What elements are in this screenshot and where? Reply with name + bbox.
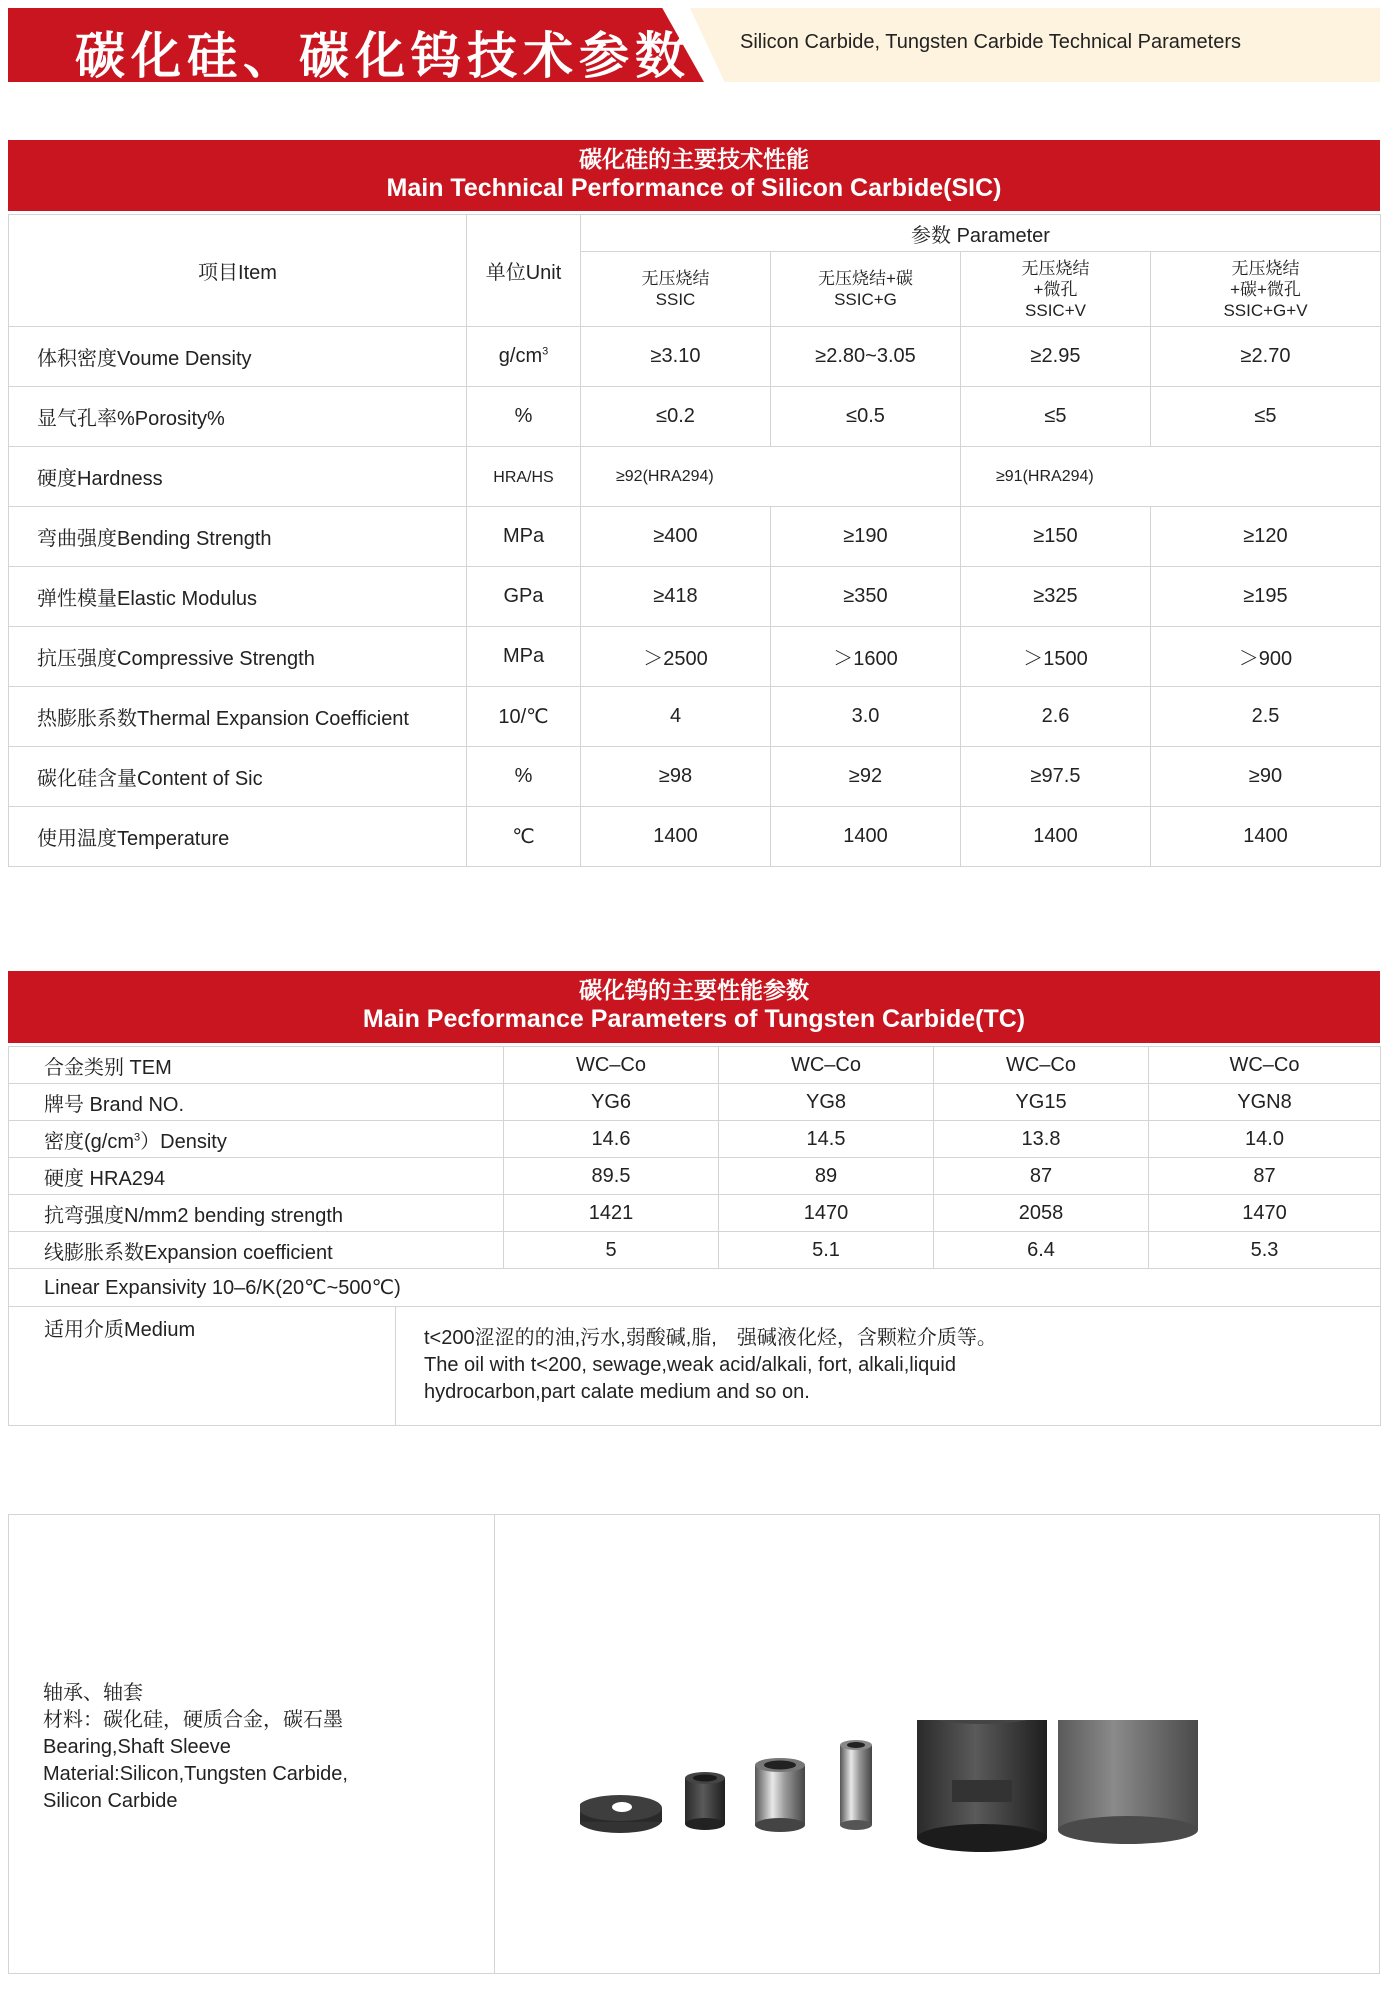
sic-heading-en: Main Technical Performance of Silicon Carbide(SIC) (386, 174, 1002, 202)
col-unit-header: 单位Unit (467, 215, 581, 327)
col-param-header: 参数 Parameter (581, 215, 1381, 252)
col-item-header: 项目Item (9, 215, 467, 327)
row-label: 弯曲强度Bending Strength (9, 507, 467, 567)
row-label: 线膨胀系数Expansion coefficient (9, 1232, 504, 1269)
row-label: 硬度Hardness (9, 447, 467, 507)
value-cell: ≥90 (1151, 747, 1381, 807)
value-cell: ≥92(HRA294) (581, 447, 961, 507)
medium-line-2: The oil with t<200, sewage,weak acid/alkali, fort, alkali,liquid (424, 1354, 956, 1376)
value-cell: 14.6 (504, 1121, 719, 1158)
sub-col-line: SSIC+G (834, 290, 897, 309)
value-cell: 6.4 (934, 1232, 1149, 1269)
sub-col-line: +碳+微孔 (1230, 279, 1301, 299)
value-cell: 87 (1149, 1158, 1381, 1195)
table-row (9, 215, 1381, 252)
value-cell: 2058 (934, 1195, 1149, 1232)
medium-description (396, 1307, 1381, 1426)
row-label: 体积密度Voume Density (9, 327, 467, 387)
row-unit (467, 387, 581, 447)
small-sleeve-part (685, 1772, 725, 1830)
value-cell: ≥98 (581, 747, 771, 807)
medium-line-3: hydrocarbon,part calate medium and so on. (424, 1381, 810, 1403)
value-cell: 13.8 (934, 1121, 1149, 1158)
value-cell: ≤5 (961, 387, 1151, 447)
value-cell: YGN8 (1149, 1084, 1381, 1121)
slim-sleeve-part (840, 1740, 872, 1830)
unit-text: MPa (502, 645, 545, 667)
product-line-2: 材料：碳化硅，硬质合金，碳石墨 (43, 1709, 343, 1731)
row-unit (467, 447, 581, 507)
row-unit (467, 687, 581, 747)
sub-col-line: 无压烧结 (1231, 258, 1300, 278)
value-cell: YG6 (504, 1084, 719, 1121)
value-cell: 1400 (961, 807, 1151, 867)
linear-expansivity-label: Linear Expansivity 10–6/K(20℃~500℃) (9, 1269, 1381, 1307)
row-label: 抗压强度Compressive Strength (9, 627, 467, 687)
value-cell: 89.5 (504, 1158, 719, 1195)
table-row (9, 1047, 1381, 1084)
value-cell: ≥150 (961, 507, 1151, 567)
table-row (9, 1269, 1381, 1307)
value-cell: ≥92 (771, 747, 961, 807)
value-cell: ≥2.70 (1151, 327, 1381, 387)
value-cell: WC–Co (719, 1047, 934, 1084)
unit-text: MPa (502, 525, 545, 547)
value-cell: ≥2.80~3.05 (771, 327, 961, 387)
metal-bushing-part (755, 1758, 805, 1832)
value-cell: ≤0.2 (581, 387, 771, 447)
label-part: 3 (134, 1130, 141, 1143)
value-cell: 1400 (1151, 807, 1381, 867)
sub-col-line: 无压烧结 (641, 269, 710, 288)
sic-table (8, 214, 1381, 867)
value-cell: ≥400 (581, 507, 771, 567)
value-cell: ＞900 (1151, 627, 1381, 687)
sub-col-line: SSIC (655, 290, 696, 309)
unit-text: GPa (503, 585, 544, 607)
unit-text: g/cm (498, 345, 543, 367)
value-cell: 5.1 (719, 1232, 934, 1269)
row-label (9, 1121, 504, 1158)
sub-col-header (1151, 252, 1381, 327)
value-cell: WC–Co (504, 1047, 719, 1084)
sub-col-line: SSIC+G+V (1223, 300, 1308, 320)
row-label: 碳化硅含量Content of Sic (9, 747, 467, 807)
sic-heading-zh: 碳化硅的主要技术性能 (579, 147, 809, 173)
value-cell: ≥325 (961, 567, 1151, 627)
row-label: 合金类别 TEM (9, 1047, 504, 1084)
sub-col-line: +微孔 (1033, 279, 1078, 299)
table-row (9, 627, 1381, 687)
medium-line-1: t<200涩涩的的油,污水,弱酸碱,脂, 强碱液化烃，含颗粒介质等。 (424, 1327, 997, 1349)
table-row (9, 747, 1381, 807)
table-row (9, 387, 1381, 447)
value-cell: ≥350 (771, 567, 961, 627)
value-cell: 2.5 (1151, 687, 1381, 747)
page-subtitle: Silicon Carbide, Tungsten Carbide Technical Parameters (740, 31, 1242, 53)
sub-col-line: 无压烧结+碳 (818, 269, 913, 288)
value-cell: 1421 (504, 1195, 719, 1232)
medium-label: 适用介质Medium (9, 1307, 396, 1426)
value-cell: ＞1500 (961, 627, 1151, 687)
value-cell: ＞2500 (581, 627, 771, 687)
row-unit (467, 507, 581, 567)
product-box-divider (494, 1514, 495, 1974)
table-row (9, 1158, 1381, 1195)
washer-part (580, 1795, 662, 1833)
row-label: 硬度 HRA294 (9, 1158, 504, 1195)
large-grey-cylinder-part (1058, 1720, 1198, 1844)
label-part: 密度(g/cm (44, 1130, 134, 1153)
label-part: ）Density (140, 1130, 227, 1153)
value-cell: 3.0 (771, 687, 961, 747)
value-cell: 1400 (581, 807, 771, 867)
large-dark-cylinder-part (917, 1720, 1047, 1852)
value-cell: ≥120 (1151, 507, 1381, 567)
value-cell: ≥91(HRA294) (961, 447, 1381, 507)
row-label: 使用温度Temperature (9, 807, 467, 867)
value-cell: 1470 (1149, 1195, 1381, 1232)
value-cell: YG8 (719, 1084, 934, 1121)
value-cell: WC–Co (1149, 1047, 1381, 1084)
unit-text: % (514, 765, 533, 787)
value-cell: ＞1600 (771, 627, 961, 687)
value-cell: 14.5 (719, 1121, 934, 1158)
row-unit (467, 747, 581, 807)
table-row (9, 1232, 1381, 1269)
value-cell: ≤0.5 (771, 387, 961, 447)
value-cell: 1400 (771, 807, 961, 867)
table-row (9, 327, 1381, 387)
sub-col-header (961, 252, 1151, 327)
page-title: 碳化硅、碳化钨技术参数 (75, 27, 691, 85)
table-row (9, 1195, 1381, 1232)
value-cell: ≥2.95 (961, 327, 1151, 387)
sic-section-heading (8, 140, 1380, 211)
sub-col-header (581, 252, 771, 327)
row-label: 抗弯强度N/mm2 bending strength (9, 1195, 504, 1232)
unit-text: ℃ (512, 826, 535, 848)
value-cell: ≥3.10 (581, 327, 771, 387)
product-line-3: Bearing,Shaft Sleeve (43, 1736, 231, 1758)
tc-table (8, 1046, 1381, 1426)
product-line-5: Silicon Carbide (43, 1790, 178, 1812)
value-cell: 2.6 (961, 687, 1151, 747)
row-label: 牌号 Brand NO. (9, 1084, 504, 1121)
row-label: 显气孔率%Porosity% (9, 387, 467, 447)
sub-col-line: SSIC+V (1025, 300, 1086, 320)
value-cell: 1470 (719, 1195, 934, 1232)
table-row (9, 507, 1381, 567)
unit-superscript: 3 (542, 345, 549, 358)
value-cell: 89 (719, 1158, 934, 1195)
row-unit (467, 807, 581, 867)
row-unit (467, 327, 581, 387)
table-row (9, 447, 1381, 507)
value-cell: ≥97.5 (961, 747, 1151, 807)
sub-col-line: 无压烧结 (1021, 258, 1090, 278)
product-photo (580, 1720, 1360, 1960)
row-label: 弹性模量Elastic Modulus (9, 567, 467, 627)
value-cell: ≥190 (771, 507, 961, 567)
table-row (9, 1121, 1381, 1158)
tc-heading-en: Main Pecformance Parameters of Tungsten Carbide(TC) (362, 1005, 1026, 1033)
sub-col-header (771, 252, 961, 327)
product-line-4: Material:Silicon,Tungsten Carbide, (43, 1763, 348, 1785)
tc-heading-zh: 碳化钨的主要性能参数 (579, 978, 809, 1004)
product-description (43, 1680, 348, 1815)
table-row (9, 807, 1381, 867)
row-label: 热膨胀系数Thermal Expansion Coefficient (9, 687, 467, 747)
value-cell: 5.3 (1149, 1232, 1381, 1269)
table-row (9, 687, 1381, 747)
tc-section-heading (8, 971, 1380, 1043)
value-cell: 87 (934, 1158, 1149, 1195)
unit-text: % (514, 405, 533, 427)
value-cell: 4 (581, 687, 771, 747)
table-row (9, 567, 1381, 627)
unit-text: HRA/HS (493, 469, 554, 486)
row-unit (467, 627, 581, 687)
product-line-1: 轴承、轴套 (43, 1682, 143, 1704)
value-cell: 14.0 (1149, 1121, 1381, 1158)
table-row (9, 1084, 1381, 1121)
value-cell: YG15 (934, 1084, 1149, 1121)
unit-text: 10/℃ (498, 706, 549, 728)
value-cell: WC–Co (934, 1047, 1149, 1084)
row-unit (467, 567, 581, 627)
value-cell: ≥195 (1151, 567, 1381, 627)
value-cell: 5 (504, 1232, 719, 1269)
table-row (9, 1307, 1381, 1426)
value-cell: ≤5 (1151, 387, 1381, 447)
value-cell: ≥418 (581, 567, 771, 627)
